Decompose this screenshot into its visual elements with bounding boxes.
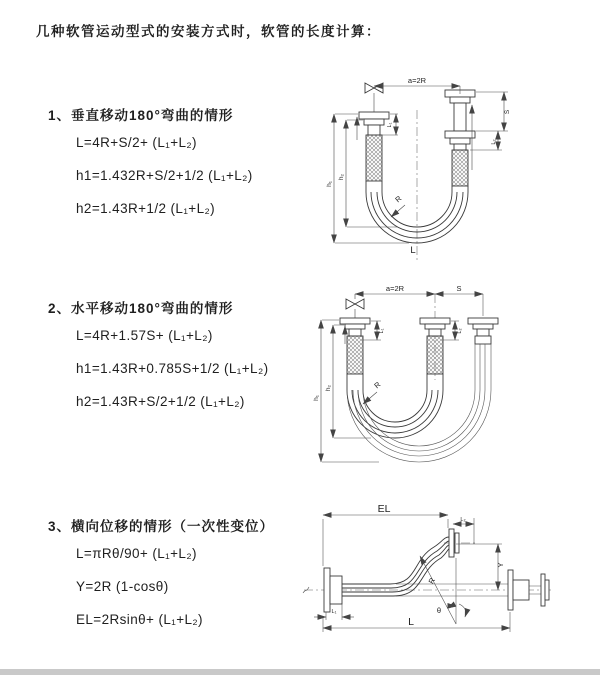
dim-label-l: L xyxy=(408,616,414,628)
dim-label-s: S xyxy=(504,109,511,115)
diagram-vertical-180-bend xyxy=(312,72,564,264)
dim-label-l1: L₁ xyxy=(387,122,393,128)
pipe-left xyxy=(359,112,389,181)
formula-line: Y=2R (1-cosθ) xyxy=(76,579,169,594)
dim-label-l1: L₁ xyxy=(379,328,385,334)
section-1-formulas xyxy=(76,135,253,234)
hose-s-curve xyxy=(342,537,449,596)
formula-line: L=4R+S/2+ (L₁+L₂) xyxy=(76,135,197,150)
dim-label-l2: L₂ xyxy=(491,139,497,145)
formula-line: h2=1.43R+1/2 (L₁+L₂) xyxy=(76,201,216,216)
section-horizontal-180 xyxy=(48,297,268,427)
formula-line: h2=1.43R+S/2+1/2 (L₁+L₂) xyxy=(76,394,245,409)
section-2-heading: 2、水平移动180°弯曲的情形 xyxy=(48,301,234,316)
dim-label-r: R xyxy=(372,379,383,391)
section-vertical-180 xyxy=(48,104,253,234)
dim-label-theta: θ xyxy=(436,606,442,615)
dim-label-a2r: a=2R xyxy=(407,76,427,85)
dim-label-r: R xyxy=(426,576,438,586)
dim-label-l2: L₂ xyxy=(460,517,466,523)
section-2-formulas xyxy=(76,328,268,427)
dim-label-h1: h₁ xyxy=(326,181,333,187)
pipe-left xyxy=(340,318,370,374)
dim-label-h1: h₁ xyxy=(313,395,320,401)
valve-icon xyxy=(365,83,383,112)
section-3-heading: 3、横向位移的情形（一次性变位） xyxy=(48,519,275,534)
hose-curves-original xyxy=(347,374,443,438)
dim-label-l: L xyxy=(410,245,416,256)
dim-label-s: S xyxy=(456,284,462,293)
valve-icon xyxy=(346,294,364,318)
dim-label-l1: L₁ xyxy=(331,609,337,615)
pipe-right xyxy=(445,90,475,186)
dim-label-h2: h₂ xyxy=(338,173,345,181)
dim-label-y: Y xyxy=(496,562,505,568)
dim-label-h2: h₂ xyxy=(325,384,332,392)
footer-strip xyxy=(0,669,600,675)
section-1-heading: 1、垂直移动180°弯曲的情形 xyxy=(48,108,234,123)
section-3-formulas xyxy=(76,546,274,645)
formula-line: h1=1.432R+S/2+1/2 (L₁+L₂) xyxy=(76,168,253,183)
formula-line: h1=1.43R+0.785S+1/2 (L₁+L₂) xyxy=(76,361,269,376)
flange-displaced xyxy=(449,529,459,557)
page-title: 几种软管运动型式的安装方式时，软管的长度计算： xyxy=(36,24,381,39)
dim-label-a2r: a=2R xyxy=(385,284,405,293)
section-lateral-displacement xyxy=(48,515,274,645)
pipe-middle xyxy=(420,318,450,374)
hose-curves-shifted xyxy=(347,344,491,462)
formula-line: L=4R+1.57S+ (L₁+L₂) xyxy=(76,328,213,343)
diagram-lateral-displacement xyxy=(296,500,580,660)
diagram-horizontal-180-bend xyxy=(305,280,563,470)
dim-label-el: EL xyxy=(377,503,391,515)
flange-left xyxy=(324,568,342,612)
formula-line: L=πRθ/90+ (L₁+L₂) xyxy=(76,546,197,561)
pipe-right-shifted xyxy=(468,318,498,344)
dimension-lines xyxy=(334,86,508,243)
dimension-labels xyxy=(326,76,511,256)
dim-label-r: R xyxy=(393,193,404,205)
formula-line: EL=2Rsinθ+ (L₁+L₂) xyxy=(76,612,203,627)
dimension-labels xyxy=(332,503,505,628)
dim-label-l2: L₂ xyxy=(457,328,463,334)
